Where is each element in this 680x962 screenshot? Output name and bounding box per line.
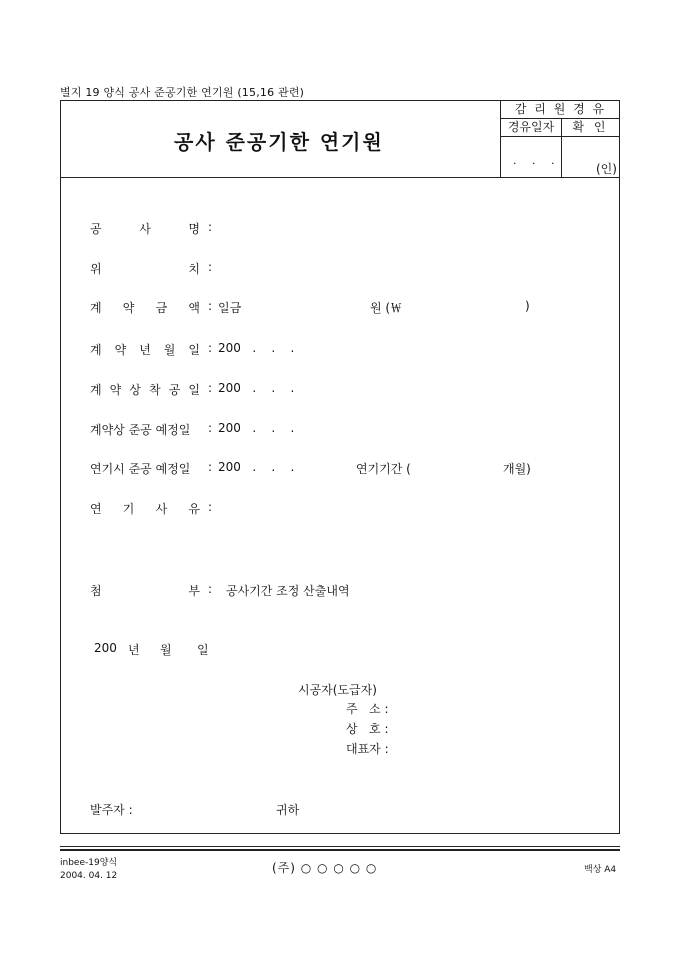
field-label: 계 약 상 착 공 일 [90, 383, 200, 397]
field-label: 연 기 사 유 [90, 502, 200, 516]
contractor-rep-label[interactable]: 대표자 : [346, 742, 389, 756]
footer-divider-thin [60, 846, 620, 847]
date-value: 200 . . . [218, 460, 295, 474]
colon: : [208, 220, 213, 234]
contractor-address-label[interactable]: 주 소 : [346, 702, 389, 716]
colon: : [208, 500, 213, 514]
colon: : [208, 381, 213, 395]
date-value: 200 . . . [218, 381, 295, 395]
header-divider [60, 177, 620, 178]
day-label: 일 [197, 643, 209, 657]
field-label: 공 사 명 [90, 222, 200, 236]
date-value: 200 . . . [218, 341, 295, 355]
footer-date: 2004. 04. 12 [60, 871, 118, 881]
client-label[interactable]: 발주자 : [90, 803, 133, 817]
footer-form-code: inbee-19양식 [60, 858, 118, 868]
field-label: 위 치 [90, 262, 200, 276]
month-label: 월 [160, 643, 172, 657]
field-label: 계약상 준공 예정일 [90, 423, 191, 437]
footer-divider-thick [60, 849, 620, 851]
year-prefix: 200 [94, 641, 117, 655]
colon: : [208, 421, 213, 435]
extension-period-label: 연기기간 ( [356, 462, 411, 476]
date-value: 200 . . . [218, 421, 295, 435]
approval-date-placeholder: . . . [513, 154, 561, 167]
amount-prefix: 일금 [218, 301, 242, 315]
colon: : [208, 260, 213, 274]
attachment-value: 공사기간 조정 산출내역 [226, 584, 350, 598]
contractor-company-label[interactable]: 상 호 : [346, 722, 389, 736]
extension-period-unit: 개월) [503, 462, 531, 476]
supervisor-approval-box [500, 100, 620, 177]
footer-paper-type: 백상 A4 [584, 865, 617, 875]
footer-company: (주) ○ ○ ○ ○ ○ [272, 861, 378, 875]
approval-confirm-header: 확 인 [561, 118, 620, 137]
colon: : [208, 341, 213, 355]
colon: : [208, 299, 213, 313]
field-label: 계 약 년 월 일 [90, 343, 200, 357]
field-label: 계 약 금 액 [90, 301, 200, 315]
amount-close-paren: ) [525, 299, 530, 313]
seal-mark: (인) [596, 162, 617, 176]
year-label: 년 [128, 643, 140, 657]
document-title: 공사 준공기한 연기원 [174, 130, 384, 154]
approval-box-header: 감 리 원 경 유 [501, 100, 620, 119]
client-suffix: 귀하 [276, 803, 300, 817]
approval-date-header: 경유일자 [501, 118, 562, 137]
colon: : [208, 460, 213, 474]
form-number-label: 별지 19 양식 공사 준공기한 연기원 (15,16 관련) [60, 86, 305, 99]
colon: : [208, 582, 213, 596]
amount-won-label: 원 (￦ [370, 301, 403, 315]
field-label: 첨 부 [90, 584, 200, 598]
field-label: 연기시 준공 예정일 [90, 462, 191, 476]
contractor-title: 시공자(도급자) [298, 683, 377, 697]
